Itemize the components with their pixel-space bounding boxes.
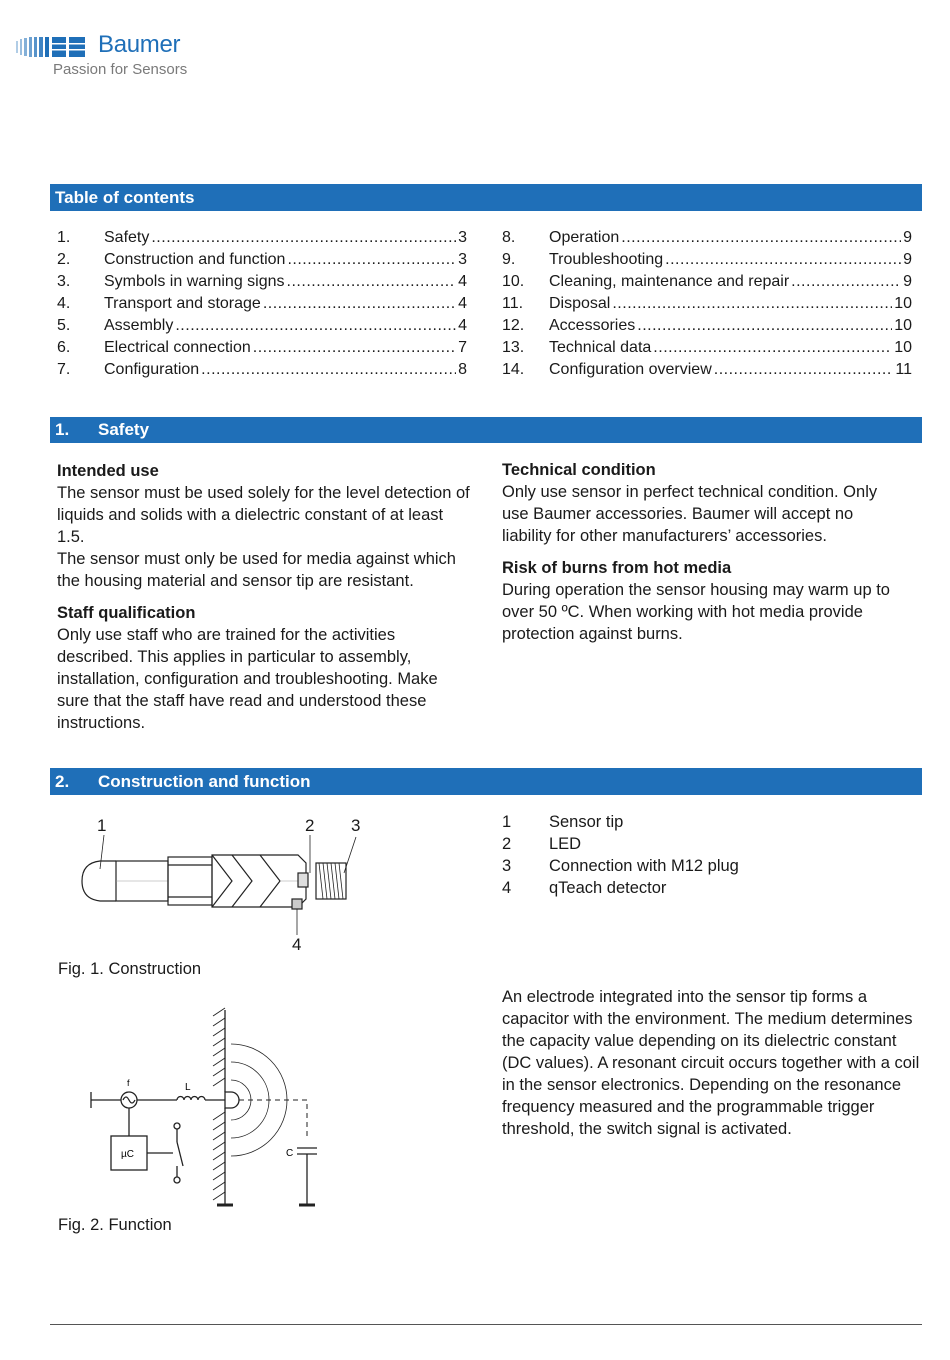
section-2-header-bar: [50, 768, 922, 795]
toc-entry-title: Configuration: [104, 361, 200, 378]
intended-use-text-2: The sensor must only be used for media against which the housing material and sensor tip are resistant.: [57, 550, 456, 590]
figure-2-caption-number: Fig. 2.: [58, 1216, 104, 1234]
toc-entry-title: Symbols in warning signs: [104, 273, 285, 290]
toc-entry-leader: [263, 293, 456, 315]
toc-entry-page: 9: [903, 273, 912, 290]
toc-entry[interactable]: [502, 227, 912, 249]
figure-1-label-3: 3: [351, 816, 361, 835]
figure-1-legend: [502, 811, 902, 899]
staff-qualification-heading: Staff qualification: [57, 604, 196, 622]
toc-entry-number: 7.: [57, 361, 71, 378]
legend-item-number: 4: [502, 879, 512, 897]
toc-entry-number: 9.: [502, 251, 516, 268]
toc-entry[interactable]: [502, 271, 912, 293]
brand-name: Baumer: [98, 31, 181, 58]
figure-2-caption: [58, 1216, 172, 1235]
staff-qualification-text: Only use staff who are trained for the activities described. This applies in particular to assembly, installation, configuration and troubleshooting. Make sure that the staff have read and understood these instructions.: [57, 626, 438, 732]
burns-heading: Risk of burns from hot media: [502, 559, 732, 577]
burns-text: During operation the sensor housing may warm up to over 50 ºC. When working with hot media provide protection against burns.: [502, 581, 890, 643]
toc-entry[interactable]: [502, 337, 912, 359]
toc-title: Table of contents: [55, 188, 195, 207]
footer-divider: [50, 1324, 922, 1325]
section-2-title: Construction and function: [98, 772, 311, 791]
toc-entry-title: Assembly: [104, 317, 174, 334]
toc-entry[interactable]: [57, 359, 467, 381]
legend-item-text: Connection with M12 plug: [549, 857, 739, 875]
toc-entry-page: 9: [903, 229, 912, 246]
toc-entry-title: Accessories: [549, 317, 636, 334]
legend-item: [502, 877, 902, 899]
function-description: [502, 986, 922, 1150]
toc-entry-number: 3.: [57, 273, 71, 290]
toc-entry-leader: [612, 293, 892, 315]
toc-entry-page: 7: [458, 339, 467, 356]
toc-entry-title: Technical data: [549, 339, 652, 356]
toc-entry-number: 4.: [57, 295, 71, 312]
toc-entry-leader: [253, 337, 456, 359]
toc-entry-number: 14.: [502, 361, 525, 378]
toc-entry[interactable]: [57, 227, 467, 249]
toc-entry[interactable]: [502, 249, 912, 271]
toc-entry-number: 11.: [502, 295, 524, 312]
toc-entry-leader: [287, 249, 456, 271]
legend-item-text: Sensor tip: [549, 813, 624, 831]
toc-entry-title: Safety: [104, 229, 150, 246]
toc-entry[interactable]: [57, 337, 467, 359]
toc-entry-leader: [287, 271, 457, 293]
section-1-number: 1.: [55, 420, 70, 439]
brand-tagline: Passion for Sensors: [53, 61, 188, 78]
toc-entry-number: 8.: [502, 229, 516, 246]
toc-entry-leader: [637, 315, 892, 337]
figure-2-label-c: C: [286, 1148, 294, 1159]
intended-use-text-1: The sensor must be used solely for the level detection of liquids and solids with a dielectric constant of at least 1.5.: [57, 484, 470, 546]
toc-entry-page: 10: [894, 317, 912, 334]
toc-entry-number: 5.: [57, 317, 71, 334]
toc-entry-number: 13.: [502, 339, 525, 356]
legend-item-text: qTeach detector: [549, 879, 667, 897]
toc-entry-number: 12.: [502, 317, 525, 334]
toc-entry[interactable]: [57, 271, 467, 293]
toc-entry-leader: [653, 337, 892, 359]
toc-header-bar: [50, 184, 922, 211]
toc-entry-page: 3: [458, 251, 467, 268]
toc-entry[interactable]: [502, 293, 912, 315]
toc-entry-page: 4: [458, 273, 467, 290]
legend-item-text: LED: [549, 835, 582, 853]
toc-entry-page: 4: [458, 317, 467, 334]
function-text: An electrode integrated into the sensor tip forms a capacitor with the environment. The medium determines the capacity value depending on its dielectric constant (DC values). A resonant circuit occurs together with a coil in the sensor electronics. Depending on the resonance frequency measured and the programmable trigger threshold, the switch signal is activated.: [502, 988, 920, 1138]
legend-item-number: 3: [502, 857, 512, 875]
toc-entry-title: Electrical connection: [104, 339, 251, 356]
figure-1-caption: [58, 960, 201, 979]
section-1-header-bar: [50, 417, 922, 443]
toc-entry-leader: [151, 227, 456, 249]
figure-2-label-uc: µC: [121, 1149, 134, 1160]
toc-entry-title: Transport and storage: [104, 295, 261, 312]
toc-entry-title: Cleaning, maintenance and repair: [549, 273, 790, 290]
safety-left-column: [57, 460, 472, 744]
toc-entry-number: 2.: [57, 251, 71, 268]
baumer-logo-mark: [16, 35, 88, 59]
figure-1-caption-number: Fig. 1.: [58, 960, 104, 978]
figure-2-caption-text: Function: [108, 1216, 172, 1234]
figure-1-sensor-drawing: [60, 805, 380, 955]
toc-entry[interactable]: [57, 315, 467, 337]
toc-entry-page: 3: [458, 229, 467, 246]
figure-2-label-l: L: [185, 1082, 191, 1093]
toc-left-column: [57, 227, 467, 381]
toc-entry-number: 10.: [502, 273, 525, 290]
technical-condition-text: Only use sensor in perfect technical condition. Only use Baumer accessories. Baumer will accept no liability for other manufacturers’ accessories.: [502, 483, 878, 545]
technical-condition-heading: Technical condition: [502, 461, 656, 479]
figure-1-label-1: 1: [97, 816, 107, 835]
figure-1-label-4: 4: [292, 935, 302, 954]
toc-entry-leader: [175, 315, 456, 337]
toc-entry-leader: [791, 271, 901, 293]
toc-entry-page: 10: [894, 295, 912, 312]
section-2-number: 2.: [55, 772, 70, 791]
intended-use-heading: Intended use: [57, 462, 159, 480]
toc-entry-leader: [665, 249, 901, 271]
figure-2-circuit-diagram: [85, 1000, 335, 1215]
toc-entry-leader: [201, 359, 456, 381]
legend-item-number: 2: [502, 835, 512, 853]
toc-entry-number: 1.: [57, 229, 71, 246]
figure-1-label-2: 2: [305, 816, 315, 835]
toc-entry[interactable]: [502, 359, 912, 381]
toc-entry[interactable]: [502, 315, 912, 337]
toc-entry-number: 6.: [57, 339, 71, 356]
toc-entry-title: Construction and function: [104, 251, 286, 268]
figure-1-caption-text: Construction: [108, 960, 202, 978]
safety-right-column: [502, 459, 897, 655]
toc-entry[interactable]: [57, 293, 467, 315]
toc-entry-page: 9: [903, 251, 912, 268]
toc-entry-page: 4: [458, 295, 467, 312]
toc-entry-page: 11: [895, 361, 912, 378]
toc-entry-title: Operation: [549, 229, 620, 246]
toc-entry[interactable]: [57, 249, 467, 271]
toc-right-column: [502, 227, 912, 381]
toc-entry-page: 8: [458, 361, 467, 378]
toc-entry-title: Disposal: [549, 295, 611, 312]
toc-entry-leader: [621, 227, 901, 249]
toc-entry-leader: [714, 359, 894, 381]
toc-entry-title: Configuration overview: [549, 361, 712, 378]
toc-entry-title: Troubleshooting: [549, 251, 664, 268]
legend-item-number: 1: [502, 813, 512, 831]
toc-entry-page: 10: [894, 339, 912, 356]
section-1-title: Safety: [98, 420, 150, 439]
figure-2-label-f: f: [127, 1078, 130, 1088]
legend-item: [502, 811, 902, 833]
legend-item: [502, 833, 902, 855]
legend-item: [502, 855, 902, 877]
